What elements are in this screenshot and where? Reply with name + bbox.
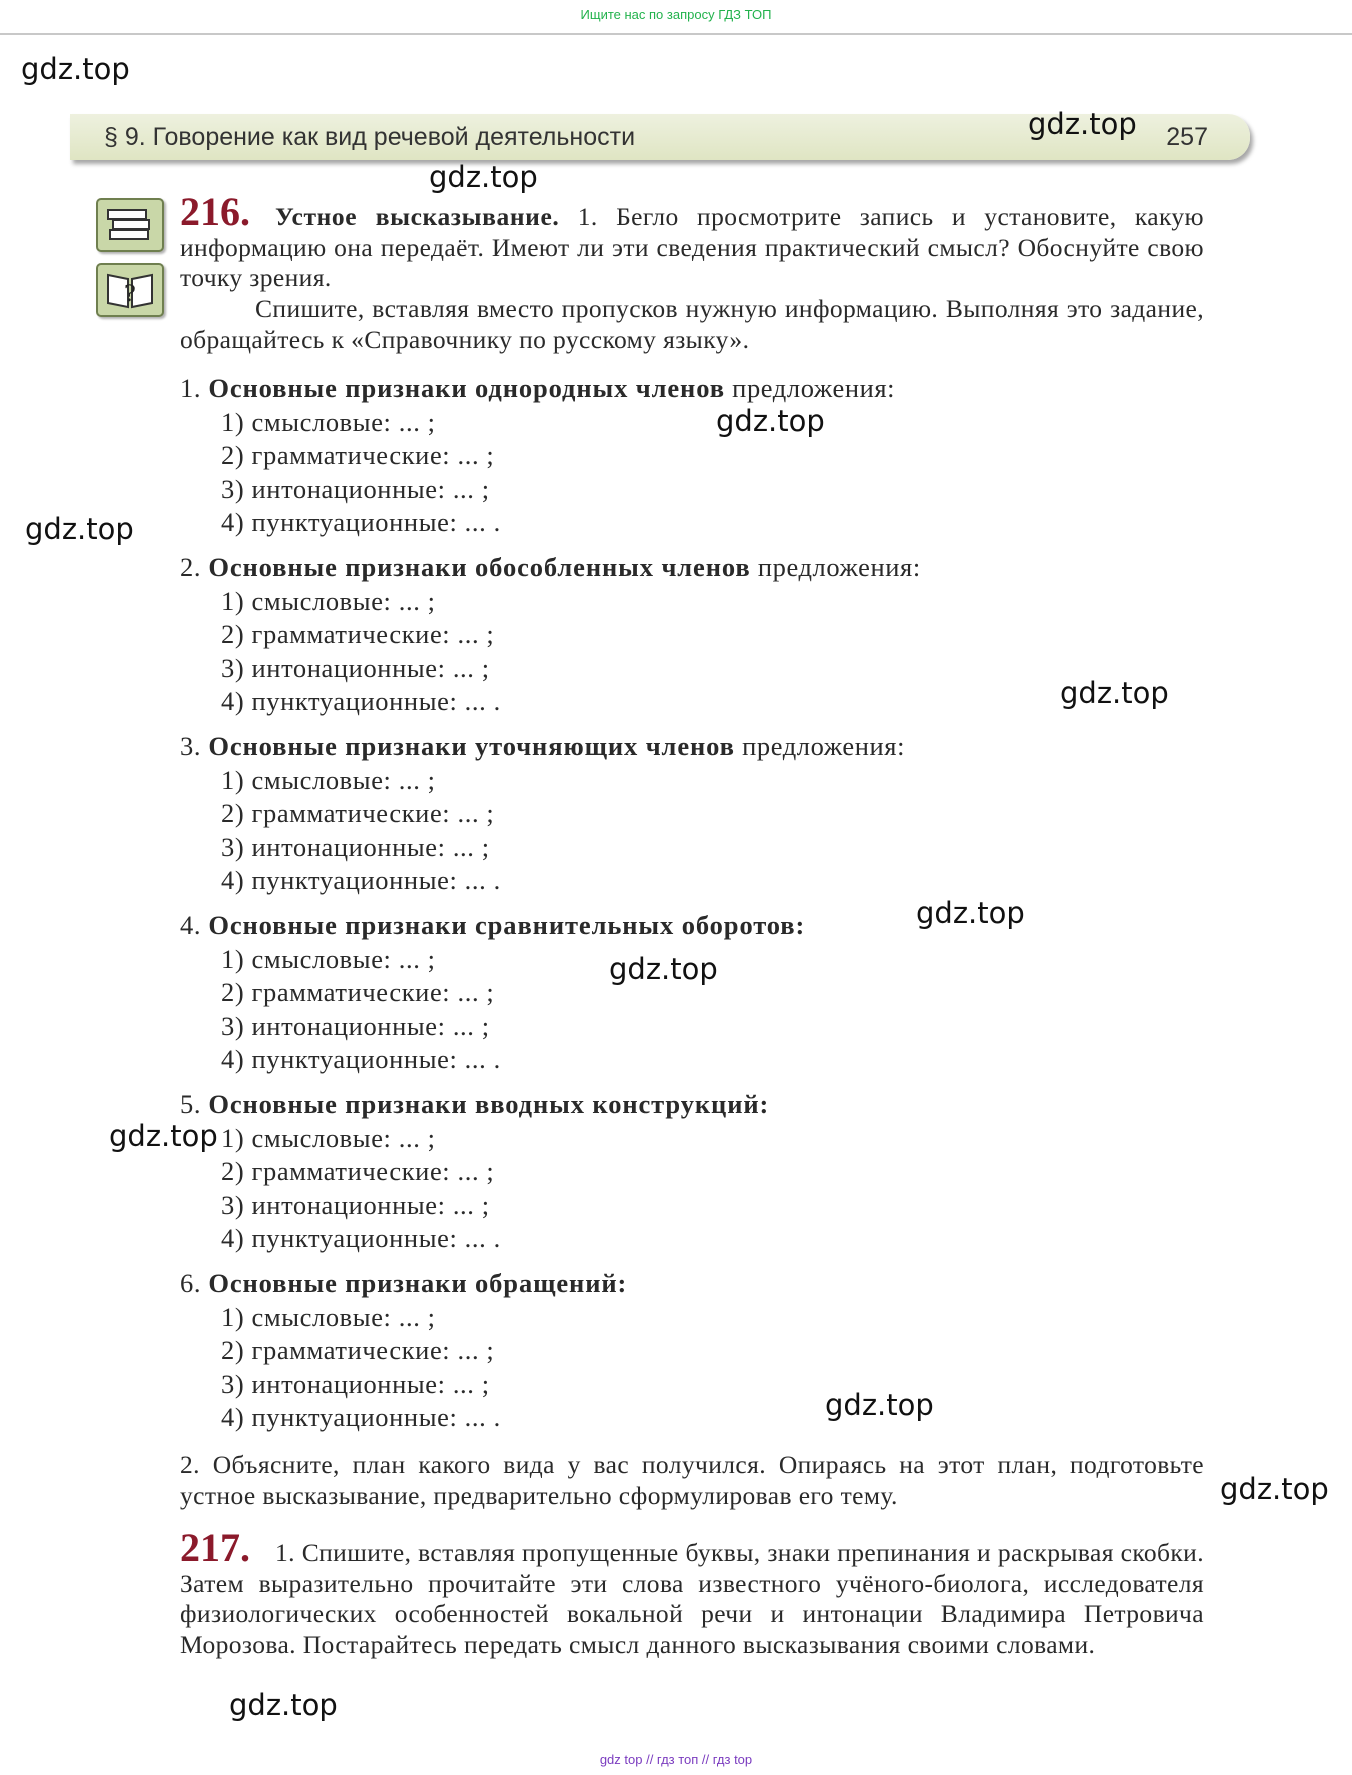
watermark: gdz.top (916, 896, 1025, 930)
top-banner (0, 0, 1352, 35)
criteria-item: 4) пунктуационные: ... . (221, 1044, 501, 1074)
watermark: gdz.top (716, 404, 825, 438)
watermark: gdz.top (25, 512, 134, 546)
criteria-title: Основные признаки вводных конструкций: (208, 1089, 770, 1119)
criteria-item: 1) смысловые: ... ; (221, 1301, 436, 1332)
watermark: gdz.top (429, 160, 538, 194)
criteria-item: 2) грамматические: ... ; (221, 1335, 495, 1365)
watermark: gdz.top (21, 52, 130, 86)
criteria-number: 4. (180, 910, 202, 940)
criteria-item: 4) пунктуационные: ... . (221, 507, 501, 537)
criteria-item: 1) смысловые: ... ; (221, 943, 436, 974)
criteria-heading (180, 1267, 627, 1301)
criteria-section (180, 730, 905, 898)
criteria-item: 2) грамматические: ... ; (221, 977, 495, 1007)
criteria-item: 1) смысловые: ... ; (221, 1122, 436, 1153)
exercise-number-217: 217. (180, 1525, 250, 1570)
books-icon (96, 198, 164, 252)
criteria-section (180, 551, 921, 719)
criteria-item: 3) интонационные: ... ; (221, 1010, 490, 1041)
criteria-title-rest: предложения: (724, 373, 896, 403)
criteria-title: Основные признаки уточняющих членов (208, 731, 735, 761)
criteria-item: 2) грамматические: ... ; (221, 619, 495, 649)
exercise-216-task2: 2. Объясните, план какого вида у вас получился. Опираясь на этот план, подготовьте устное высказывание, предварительно сформулировав его тему. (180, 1450, 1204, 1510)
criteria-item: 3) интонационные: ... ; (221, 1189, 490, 1220)
exercise-217-body: 1. Спишите, вставляя пропущенные буквы, знаки препинания и раскрывая скобки. Затем выразительно прочитайте эти слова известного учёного-биолога, исследователя физиологических особенностей вокальной речи и интонации Владимира Петровича Морозова. Постарайтесь передать смысл данного высказывания своими словами. (180, 1538, 1204, 1659)
top-banner-text: Ищите нас по запросу ГДЗ ТОП (580, 7, 772, 22)
exercise-216-intro-text: 1. Бегло просмотрите запись и установите, какую информацию она передаёт. Имеют ли эти сведения практический смысл? Обоснуйте свою точку зрения. (180, 202, 1205, 292)
svg-text:?: ? (124, 282, 136, 307)
criteria-heading (180, 372, 895, 406)
criteria-item: 4) пунктуационные: ... . (221, 1223, 501, 1253)
criteria-item: 3) интонационные: ... ; (221, 473, 490, 504)
criteria-section (180, 1088, 769, 1256)
criteria-number: 6. (180, 1268, 202, 1298)
watermark: gdz.top (1220, 1472, 1329, 1506)
criteria-title-rest: предложения: (750, 552, 921, 582)
watermark: gdz.top (1028, 107, 1137, 141)
exercise-216-intro (180, 202, 1204, 294)
criteria-item: 2) грамматические: ... ; (221, 1156, 495, 1186)
criteria-item: 4) пунктуационные: ... . (221, 1402, 501, 1432)
watermark: gdz.top (1060, 676, 1169, 710)
reference-book-icon (96, 263, 164, 317)
criteria-item: 2) грамматические: ... ; (221, 798, 495, 828)
watermark: gdz.top (109, 1119, 218, 1153)
criteria-title: Основные признаки однородных членов (208, 373, 725, 403)
watermark: gdz.top (609, 952, 718, 986)
exercise-number-216: 216. (180, 189, 250, 234)
watermark: gdz.top (825, 1388, 934, 1422)
criteria-title: Основные признаки обособленных членов (208, 552, 751, 582)
footer-links: gdz top // гдз топ // гдз top (599, 1752, 753, 1767)
criteria-item: 3) интонационные: ... ; (221, 1368, 490, 1399)
exercise-217-text (180, 1538, 1204, 1660)
watermark: gdz.top (229, 1688, 338, 1722)
criteria-section (180, 372, 895, 540)
criteria-item: 1) смысловые: ... ; (221, 585, 436, 616)
criteria-title-rest: предложения: (734, 731, 906, 761)
criteria-heading (180, 909, 805, 943)
criteria-heading (180, 551, 921, 585)
criteria-item: 1) смысловые: ... ; (221, 764, 436, 795)
criteria-number: 2. (180, 552, 202, 582)
criteria-section (180, 909, 805, 1077)
exercise-216-title: Устное высказывание. (275, 202, 560, 231)
section-title: § 9. Говорение как вид речевой деятельности (104, 123, 636, 151)
criteria-item: 2) грамматические: ... ; (221, 440, 495, 470)
criteria-heading (180, 1088, 769, 1122)
criteria-title: Основные признаки сравнительных оборотов: (208, 910, 806, 940)
criteria-item: 3) интонационные: ... ; (221, 652, 490, 683)
criteria-item: 4) пунктуационные: ... . (221, 865, 501, 895)
criteria-item: 1) смысловые: ... ; (221, 406, 436, 437)
criteria-number: 1. (180, 373, 202, 403)
page-number: 257 (1166, 123, 1208, 151)
criteria-title: Основные признаки обращений: (208, 1268, 628, 1298)
criteria-section (180, 1267, 627, 1435)
criteria-number: 5. (180, 1089, 202, 1119)
criteria-number: 3. (180, 731, 202, 761)
criteria-item: 3) интонационные: ... ; (221, 831, 490, 862)
criteria-item: 4) пунктуационные: ... . (221, 686, 501, 716)
criteria-heading (180, 730, 905, 764)
exercise-216-instruction: Спишите, вставляя вместо пропусков нужную информацию. Выполняя это задание, обращайтесь к «Справочнику по русскому языку». (180, 294, 1204, 354)
